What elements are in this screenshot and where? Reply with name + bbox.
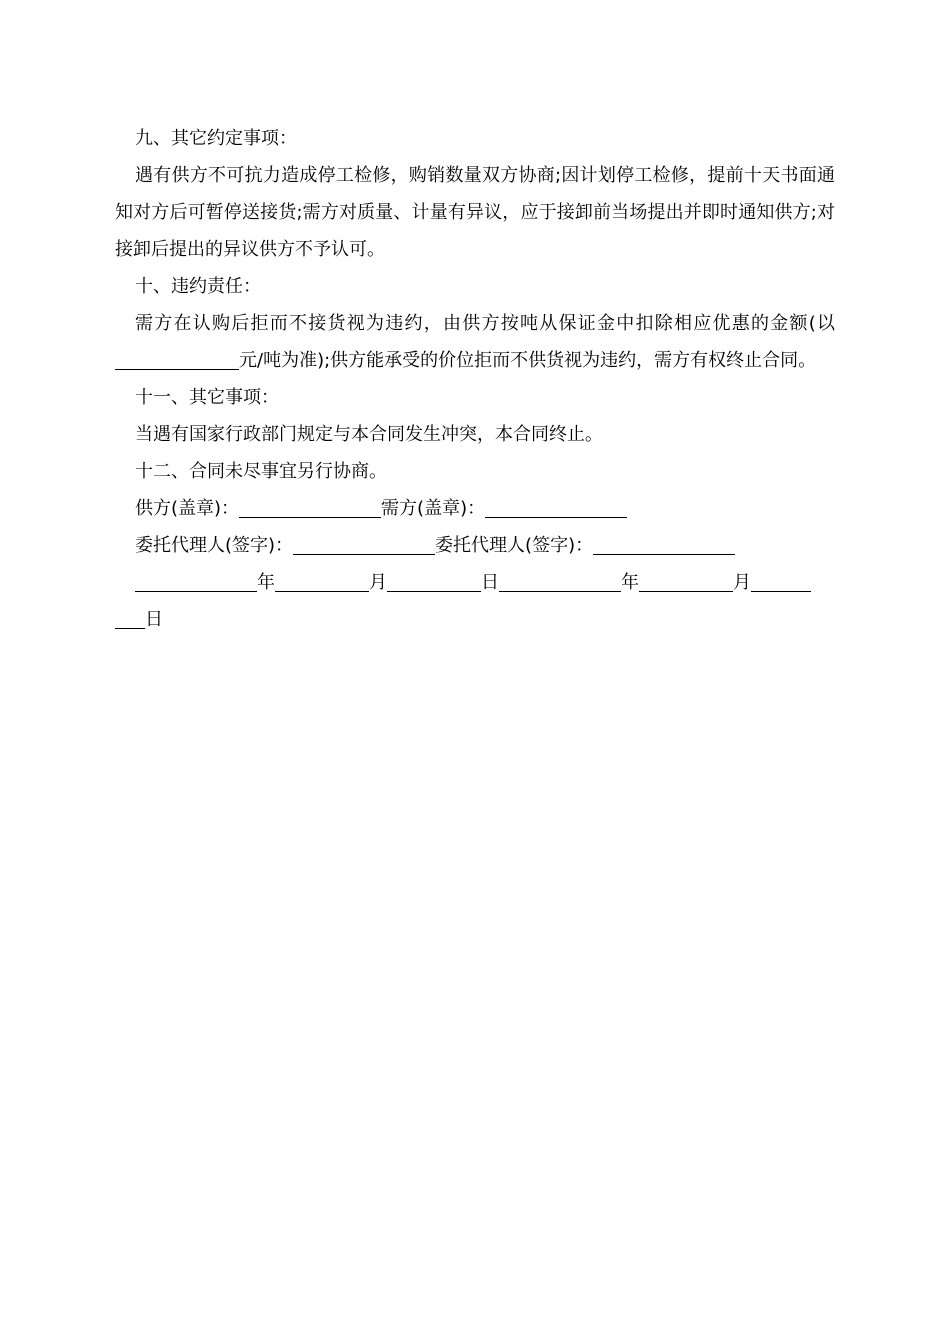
amount-blank[interactable] — [115, 347, 239, 370]
supplier-day-label: 日 — [481, 572, 499, 593]
section-12-heading: 十二、合同未尽事宜另行协商。 — [135, 461, 387, 482]
buyer-agent-blank[interactable] — [593, 532, 735, 555]
section-11-heading: 十一、其它事项： — [135, 387, 279, 408]
buyer-month-blank[interactable] — [639, 569, 733, 592]
supplier-seal-label: 供方(盖章)： — [135, 498, 240, 519]
supplier-year-blank[interactable] — [135, 569, 257, 592]
supplier-agent-label: 委托代理人(签字)： — [135, 535, 294, 556]
buyer-agent-label: 委托代理人(签字)： — [435, 535, 594, 556]
section-10-body-part-a: 需方在认购后拒而不接货视为违约，由供方按吨从保证金中扣除相应优惠的金额(以 — [135, 313, 835, 334]
buyer-day-blank-continued[interactable] — [115, 606, 145, 629]
buyer-year-blank[interactable] — [499, 569, 621, 592]
supplier-day-blank[interactable] — [387, 569, 481, 592]
supplier-agent-blank[interactable] — [293, 532, 435, 555]
section-11-body: 当遇有国家行政部门规定与本合同发生冲突，本合同终止。 — [135, 424, 603, 445]
section-9-body: 遇有供方不可抗力造成停工检修，购销数量双方协商;因计划停工检修，提前十天书面通知对方后可暂停送接货;需方对质量、计量有异议，应于接卸前当场提出并即时通知供方;对接卸后提出的异议供方不予认可。 — [115, 165, 835, 260]
buyer-day-blank[interactable] — [751, 569, 811, 592]
agent-line — [115, 527, 835, 564]
section-9-heading: 九、其它约定事项： — [135, 128, 297, 149]
buyer-day-label: 日 — [145, 609, 163, 630]
section-10-body-part-b: 元/吨为准);供方能承受的价位拒而不供货视为违约，需方有权终止合同。 — [239, 350, 817, 371]
supplier-seal-blank[interactable] — [239, 495, 381, 518]
buyer-seal-blank[interactable] — [485, 495, 627, 518]
section-10-body — [115, 305, 835, 379]
buyer-month-label: 月 — [733, 572, 751, 593]
supplier-month-blank[interactable] — [275, 569, 369, 592]
date-line — [115, 564, 835, 601]
supplier-year-label: 年 — [257, 572, 275, 593]
buyer-seal-label: 需方(盖章)： — [381, 498, 486, 519]
buyer-year-label: 年 — [621, 572, 639, 593]
section-10-heading: 十、违约责任： — [135, 276, 261, 297]
contract-text — [115, 120, 835, 638]
supplier-month-label: 月 — [369, 572, 387, 593]
seal-line — [115, 490, 835, 527]
date-line-wrap — [115, 601, 835, 638]
